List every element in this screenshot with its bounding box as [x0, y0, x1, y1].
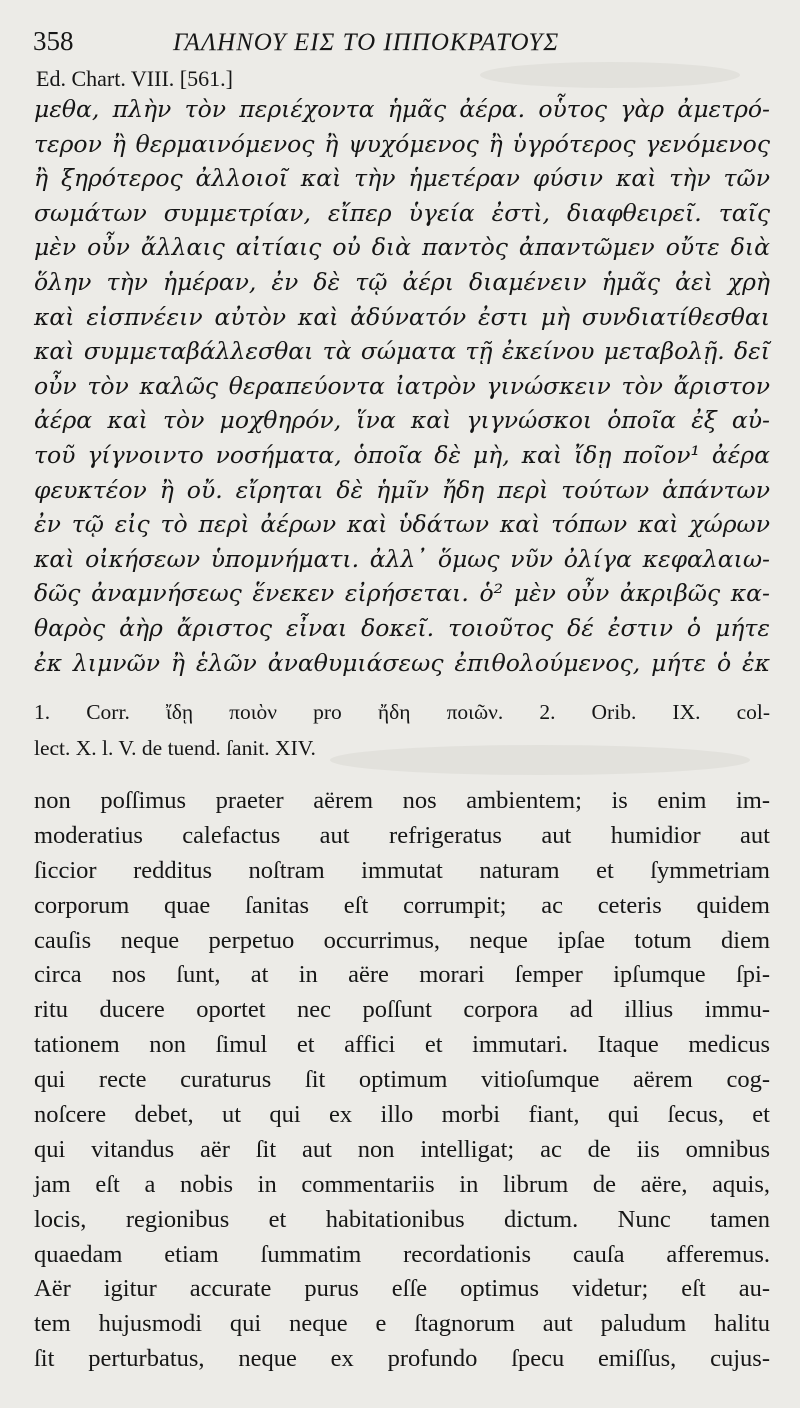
- latin-text-line: ritu ducere oportet nec poſſunt corpora ad illius immu-: [34, 996, 770, 1024]
- greek-text-line: ἀέρα καὶ τὸν μοχθηρόν, ἵνα καὶ γιγνώσκοι ὁποῖα ἐξ αὐ-: [34, 406, 770, 435]
- latin-text-line: ſit perturbatus, neque ex profundo ſpecu emiſſus, cujus-: [34, 1345, 770, 1373]
- greek-text-line: οὖν τὸν καλῶς θεραπεύοντα ἰατρὸν γινώσκειν τὸν ἄριστον: [34, 371, 770, 400]
- greek-text-line: ἐν τῷ εἰς τὸ περὶ ἀέρων καὶ ὑδάτων καὶ τόπων καὶ χώρων: [34, 510, 770, 539]
- latin-text-line: non poſſimus praeter aërem nos ambientem; is enim im-: [34, 787, 770, 814]
- greek-text-line: σωμάτων συμμετρίαν, εἴπερ ὑγεία ἐστὶ, διαφθειρεῖ. ταῖς: [34, 198, 770, 227]
- page-header: [30, 26, 770, 66]
- latin-text-line: corporum quae ſanitas eſt corrumpit; ac ceteris quidem: [34, 891, 770, 919]
- greek-text-line: μεθα, πλὴν τὸν περιέχοντα ἡμᾶς ἀέρα. οὗτος γὰρ ἀμετρό-: [34, 95, 770, 123]
- greek-text-line: ἢ ξηρότερος ἀλλοιοῖ καὶ τὴν ἡμετέραν φύσιν καὶ τὴν τῶν: [34, 164, 770, 193]
- latin-text-block: [34, 784, 770, 1377]
- running-title: ΓΑΛΗΝΟΥ ΕΙΣ ΤΟ ΙΠΠΟΚΡΑΤΟΥΣ: [173, 29, 560, 56]
- latin-text-line: Aër igitur accurate purus eſſe optimus videtur; eſt au-: [34, 1275, 770, 1303]
- latin-text-line: noſcere debet, ut qui ex illo morbi fiant, qui ſecus, et: [34, 1101, 770, 1129]
- greek-text-line: θαρὸς ἀὴρ ἄριστος εἶναι δοκεῖ. τοιοῦτος δέ ἐστιν ὁ μήτε: [34, 613, 770, 642]
- greek-text-line: ὅλην τὴν ἡμέραν, ἐν δὲ τῷ ἀέρι διαμένειν ἡμᾶς ἀεὶ χρὴ: [34, 267, 770, 296]
- page-number: 358: [33, 26, 74, 56]
- greek-text-line: ἐκ λιμνῶν ἢ ἑλῶν ἀναθυμιάσεως ἐπιθολούμενος, μήτε ὁ ἐκ: [34, 648, 770, 677]
- latin-text-line: tem hujusmodi qui neque e ſtagnorum aut paludum halitu: [34, 1310, 770, 1338]
- latin-text-line: cauſis neque perpetuo occurrimus, neque ipſae totum diem: [34, 926, 770, 954]
- greek-text-line: τοῦ γίγνοιντο νοσήματα, ὁποῖα δὲ μὴ, καὶ ἴδῃ ποῖον¹ ἀέρα: [34, 440, 770, 469]
- greek-text-line: φευκτέον ἢ οὔ. εἴρηται δὲ ἡμῖν ἤδη περὶ τούτων ἁπάντων: [34, 475, 770, 504]
- edition-reference: Ed. Chart. VIII. [561.]: [36, 66, 233, 91]
- footnote-line: 1. Corr. ἴδῃ ποιὸν pro ἤδη ποιῶν. 2. Orib. IX. col-: [34, 700, 770, 724]
- latin-text-line: tationem non ſimul et affici et immutari. Itaque medicus: [34, 1031, 770, 1059]
- footnotes-block: [34, 694, 770, 766]
- greek-text-line: καὶ οἰκήσεων ὑπομνήματι. ἀλλ᾽ ὅμως νῦν ὀλίγα κεφαλαιω-: [34, 544, 770, 573]
- greek-text-line: τερον ἢ θερμαινόμενος ἢ ψυχόμενος ἢ ὑγρότερος γενόμενος: [34, 129, 770, 158]
- greek-text-line: μὲν οὖν ἄλλαις αἰτίαις οὐ διὰ παντὸς ἀπαντῶμεν οὔτε διὰ: [34, 233, 770, 262]
- latin-text-line: locis, regionibus et habitationibus dictum. Nunc tamen: [34, 1205, 770, 1233]
- greek-text-line: καὶ συμμεταβάλλεσθαι τὰ σώματα τῇ ἐκείνου μεταβολῇ. δεῖ: [34, 337, 770, 366]
- greek-text-line: δῶς ἀναμνήσεως ἕνεκεν εἰρήσεται. ὁ² μὲν οὖν ἀκριβῶς κα-: [34, 579, 770, 608]
- latin-text-line: qui recte curaturus ſit optimum vitioſumque aërem cog-: [34, 1066, 770, 1094]
- latin-text-line: quaedam etiam ſummatim recordationis cauſa afferemus.: [34, 1240, 770, 1268]
- latin-text-line: qui vitandus aër ſit aut non intelligat; ac de iis omnibus: [34, 1135, 770, 1163]
- latin-text-line: ſiccior redditus noſtram immutat naturam et ſymmetriam: [34, 856, 770, 884]
- latin-text-line: circa nos ſunt, at in aëre morari ſemper ipſumque ſpi-: [34, 961, 770, 989]
- greek-text-block: [34, 92, 770, 680]
- footnote-line: lect. X. l. V. de tuend. ſanit. XIV.: [34, 736, 316, 760]
- greek-text-line: καὶ εἰσπνέειν αὐτὸν καὶ ἀδύνατόν ἐστι μὴ συνδιατίθεσθαι: [34, 302, 770, 331]
- latin-text-line: moderatius calefactus aut refrigeratus aut humidior aut: [34, 821, 770, 849]
- latin-text-line: jam eſt a nobis in commentariis in librum de aëre, aquis,: [34, 1170, 770, 1198]
